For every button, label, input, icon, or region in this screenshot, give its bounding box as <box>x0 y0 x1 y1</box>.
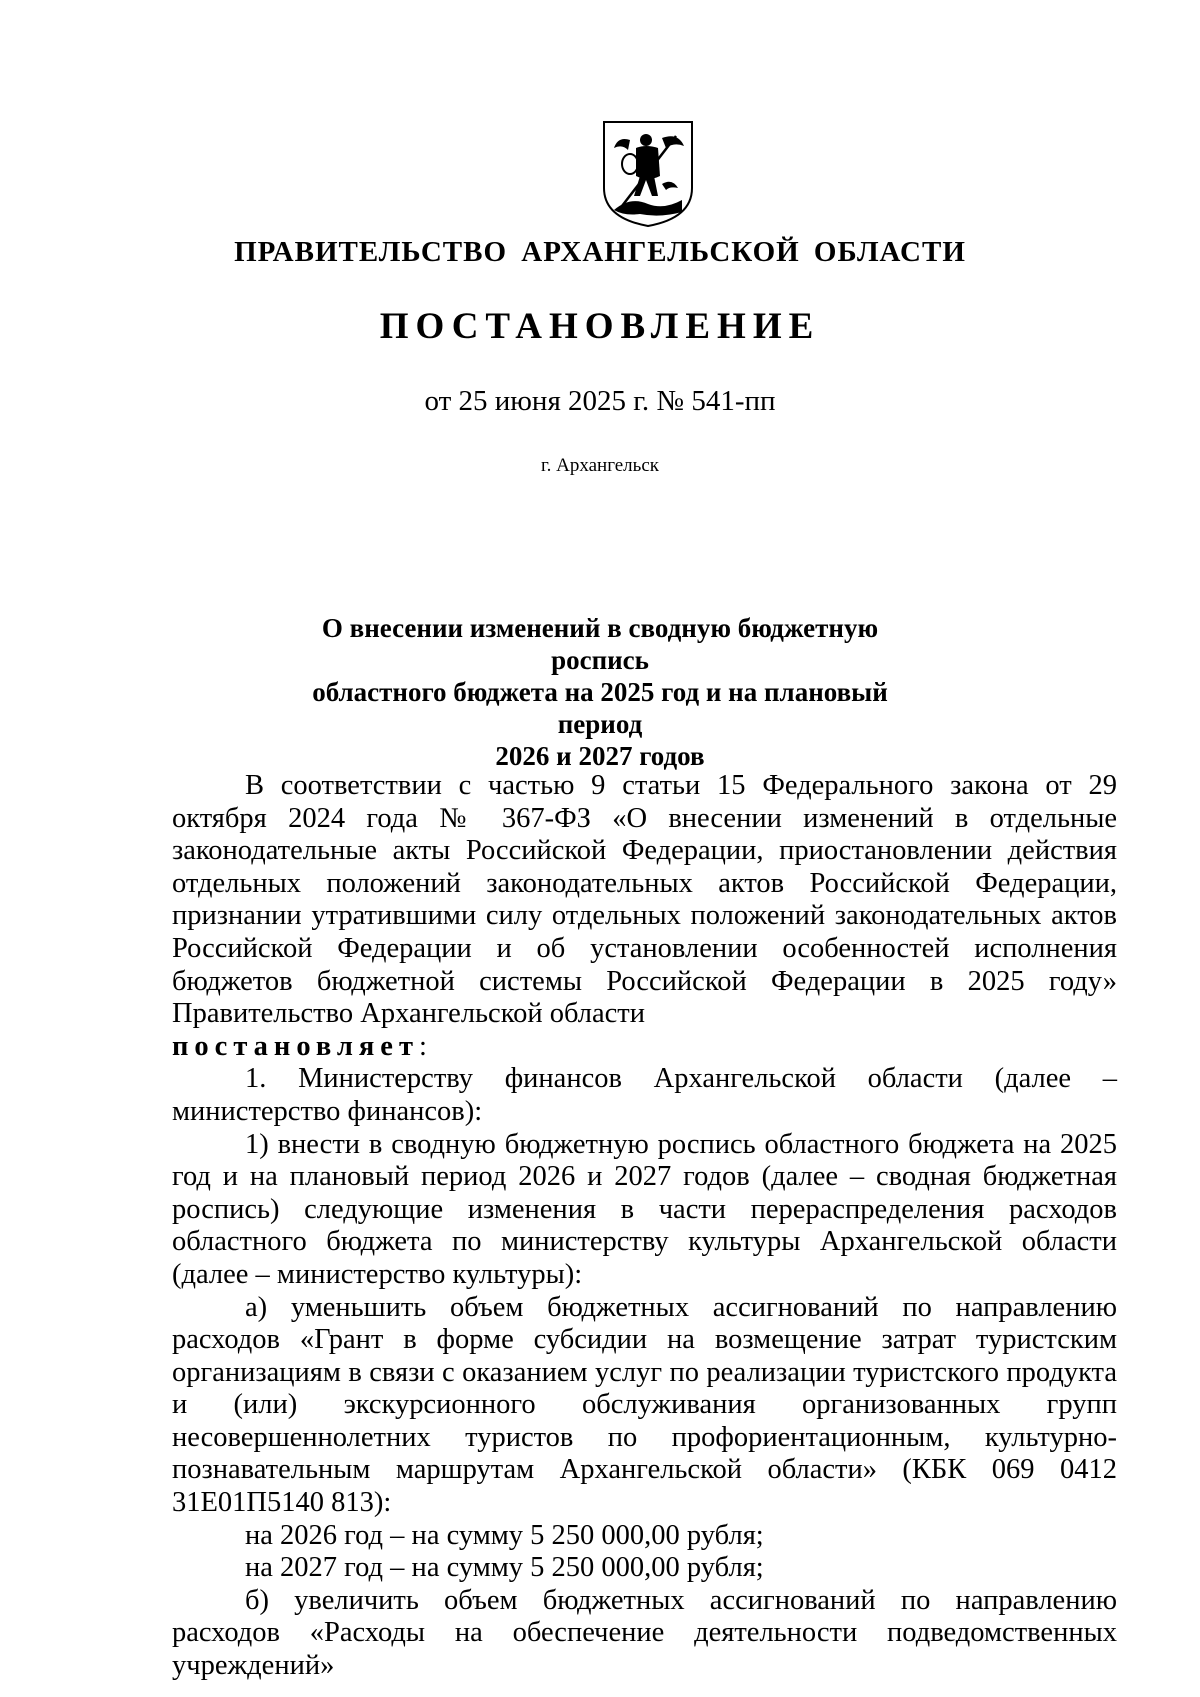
item-a-paragraph: а) уменьшить объем бюджетных ассигнований по направлению расходов «Грант в форме субсидии на возмещение затрат туристским организациям в связи с оказанием услуг по реализации туристского продукта и (или) экскурсионного обслуживания организованных групп несовершеннолетних туристов по профориентационным, культурно-познавательным маршрутам Архангельской области» (КБК 069 0412 31Е01П5140 813): <box>172 1291 1117 1519</box>
coat-of-arms-icon <box>600 118 696 228</box>
subject-line-1: О внесении изменений в сводную бюджетную роспись <box>321 613 879 675</box>
preamble-text: В соответствии с частью 9 статьи 15 Федерального закона от 29 октября 2024 года № 367-ФЗ «О внесении изменений в отдельные законодательные акты Российской Федерации, приостановлении действия отдельных положений законодательных актов Российской Федерации, признании утратившими силу отдельных положений законодательных актов Российской Федерации и об установлении особенностей исполнения бюджетов бюджетной системы Российской Федерации в 2025 году» Правительство Архангельской области <box>172 770 1117 1030</box>
preamble-paragraph <box>172 770 1117 1063</box>
item-a-2027-line: на 2027 год – на сумму 5 250 000,00 рубля; <box>245 1552 764 1584</box>
item-1-paragraph: 1. Министерству финансов Архангельской области (далее – министерство финансов): <box>172 1063 1117 1127</box>
subject-line-2: областного бюджета на 2025 год и на плановый период <box>312 677 888 739</box>
resolves-word: постановляет <box>172 1030 419 1062</box>
subject-line-3: 2026 и 2027 годов <box>495 741 705 771</box>
date-and-number: от 25 июня 2025 г. № 541-пп <box>424 385 776 417</box>
document-subject <box>290 612 910 772</box>
document-body <box>172 770 1117 1683</box>
government-name: ПРАВИТЕЛЬСТВО АРХАНГЕЛЬСКОЙ ОБЛАСТИ <box>234 236 966 268</box>
item-a-2026-line: на 2026 год – на сумму 5 250 000,00 рубля; <box>245 1519 764 1551</box>
resolves-colon: : <box>418 1030 427 1062</box>
document-type: ПОСТАНОВЛЕНИЕ <box>379 306 821 347</box>
item-1-1-paragraph: 1) внести в сводную бюджетную роспись областного бюджета на 2025 год и на плановый период 2026 и 2027 годов (далее – сводная бюджетная роспись) следующие изменения в части перераспределения расходов областного бюджета по министерству культуры Архангельской области (далее – министерство культуры): <box>172 1128 1117 1290</box>
city-of-issue: г. Архангельск <box>540 455 659 476</box>
item-b-paragraph: б) увеличить объем бюджетных ассигнований по направлению расходов «Расходы на обеспечение деятельности подведомственных учреждений» <box>172 1584 1117 1682</box>
